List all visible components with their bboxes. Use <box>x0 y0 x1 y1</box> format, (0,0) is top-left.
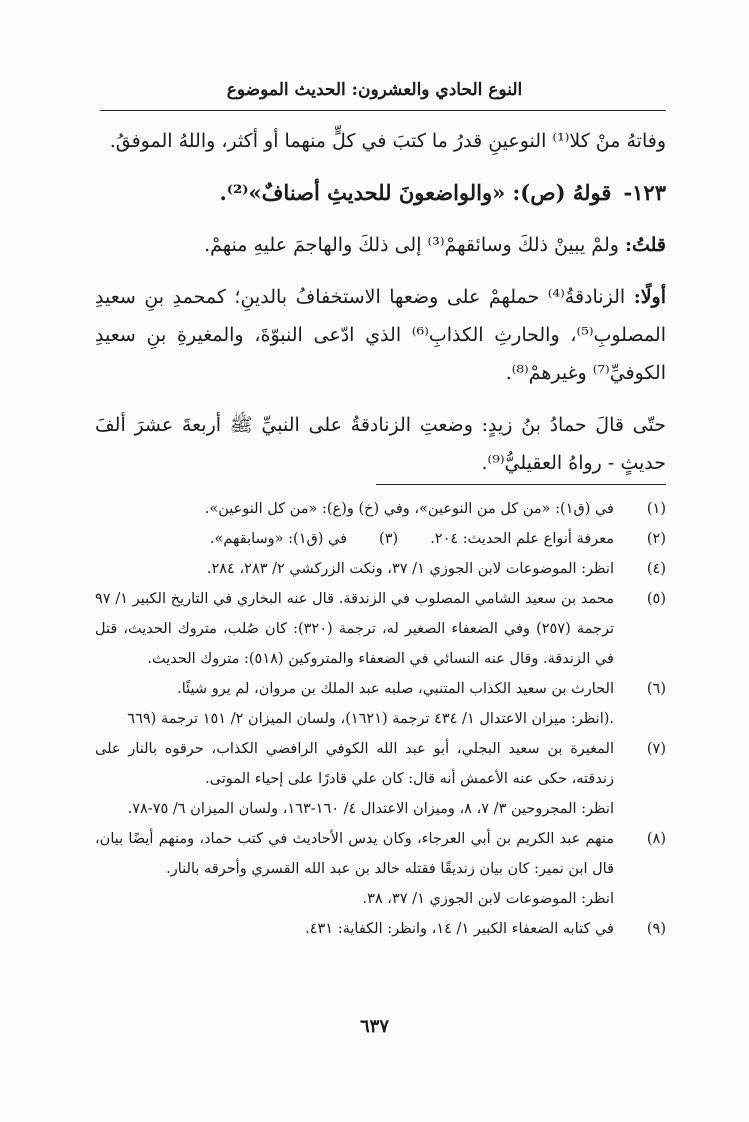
awwalan-text: الزنادقةُ⁽⁴⁾ حملهمْ على وضعها الاستخفافُ بالدينِ؛ كمحمدِ بنِ سعيدِ المصلوبِ⁽⁵⁾، والحارثِ الكذابِ⁽⁶⁾ الذي ادّعى النبوّةَ، والمغيرةِ بنِ سعيدِ الكوفيِّ⁽⁷⁾ وغيرهمْ⁽⁸⁾. <box>95 286 666 384</box>
footnote-text: انظر: الموضوعات لابن الجوزي ١/ ٣٧، ٣٨. <box>362 891 614 907</box>
footnote-number: (٤) <box>646 561 666 577</box>
footnote-text: في (ق١): «من كل من النوعين»، وفي (خ) و(ع): «من كل النوعين». <box>204 501 614 517</box>
header-divider <box>100 110 666 111</box>
page-number: ٦٣٧ <box>359 1016 389 1037</box>
footnote-text: في كتابه الضعفاء الكبير ١/ ١٤، وانظر: الكفاية: ٤٣١. <box>305 921 614 937</box>
paragraph-hatta: حتّى قالَ حمادُ بنُ زيدٍ: وضعتِ الزنادقةُ على النبيِّ ﷺ أربعةَ عشرَ ألفَ حديثٍ - رواهُ العقيليُّ⁽⁹⁾. <box>95 414 666 474</box>
footnote-7 <box>95 734 666 824</box>
awwalan-lead: أولًا: <box>633 286 666 308</box>
footnote-divider <box>376 484 666 485</box>
footnote-number: (١) <box>646 501 666 517</box>
footnote-2 <box>95 524 666 554</box>
footnote-number: (٥) <box>646 591 666 607</box>
footnote-text <box>95 524 614 554</box>
footnote-text: انظر: الموضوعات لابن الجوزي ١/ ٣٧، ونكت الزركشي ٢/ ٢٨٣، ٢٨٤. <box>206 561 614 577</box>
entry-heading-text: قولهُ (ص): «والواضعونَ للحديثِ أصنافٌ»⁽²⁾. <box>219 180 612 205</box>
footnote-2-text: معرفة أنواع علم الحديث: ٢٠٤. <box>430 531 614 547</box>
footnote-text: .(انظر: ميزان الاعتدال ١/ ٤٣٤ ترجمة (١٦٢١)، ولسان الميزان ٢/ ١٥١ ترجمة (٦٦٩ <box>127 711 614 727</box>
qultu-lead: قلتُ: <box>624 234 666 256</box>
footnote-text: محمد بن سعيد الشامي المصلوب في الزندقة. قال عنه البخاري في التاريخ الكبير ١/ ٩٧ ترجمة (٢٥٧) وفي الضعفاء الصغير له، ترجمة (٣٢٠): كان صُلب، متروك الحديث، قتل في الزندقة. وقال عنه النسائي في الضعفاء والمتروكين (٥١٨): متروك الحديث. <box>95 591 614 667</box>
footnote-9 <box>95 914 666 944</box>
footnote-number: (٦) <box>646 681 666 697</box>
footnote-text: المغيرة بن سعيد البجلي، أبو عبد الله الكوفي الرافضي الكذاب، حرقوه بالنار على زندقته، حكى عنه الأعمش أنه قال: كان علي قادرًا على إحياء الموتى. <box>95 741 614 787</box>
footnote-5 <box>95 584 666 674</box>
running-header: النوع الحادي والعشرون: الحديث الموضوع <box>226 80 523 100</box>
qultu-text: ولمْ يبينْ ذلكَ وسائقهمْ⁽³⁾ إلى ذلكَ والهاجمَ عليهِ منهمْ. <box>204 234 619 256</box>
paragraph-wafatuhu: وفاتهُ منْ كلا⁽¹⁾ النوعينِ قدرُ ما كتبَ في كلٍّ منهما أو أكثر، واللهُ الموفقُ. <box>109 130 666 152</box>
paragraph-qultu <box>95 226 666 264</box>
footnote-text: الحارث بن سعيد الكذاب المتنبي، صلبه عبد الملك بن مروان، لم يرو شيئًا. <box>177 681 614 697</box>
paragraph-awwalan <box>95 278 666 392</box>
main-text <box>95 122 666 496</box>
footnote-text: انظر: المجروحين ٣/ ٧، ٨، وميزان الاعتدال ٤/ ١٦٠-١٦٣، ولسان الميزان ٦/ ٧٥-٧٨. <box>127 801 614 817</box>
footnote-4 <box>95 554 666 584</box>
footnote-1 <box>95 494 666 524</box>
footnote-number: (٨) <box>646 831 666 847</box>
entry-heading <box>95 174 666 212</box>
footnote-8 <box>95 824 666 914</box>
footnote-6 <box>95 674 666 734</box>
footnote-3-number: (٣) <box>379 531 399 547</box>
footnote-number: (٧) <box>646 741 666 757</box>
footnote-text: منهم عبد الكريم بن أبي العرجاء، وكان يدس الأحاديث في كتب حماد، ومنهم أيضًا بيان، قال ابن نمير: كان بيان زنديقًا فقتله خالد بن عبد الله القسري وأحرقه بالنار. <box>95 831 614 877</box>
footnotes-section <box>95 494 666 944</box>
entry-number: ١٢٣- <box>623 180 666 205</box>
footnote-number: (٩) <box>646 921 666 937</box>
footnote-number: (٢) <box>646 531 666 547</box>
footnote-3-text: في (ق١): «وسابقهم». <box>209 531 348 547</box>
